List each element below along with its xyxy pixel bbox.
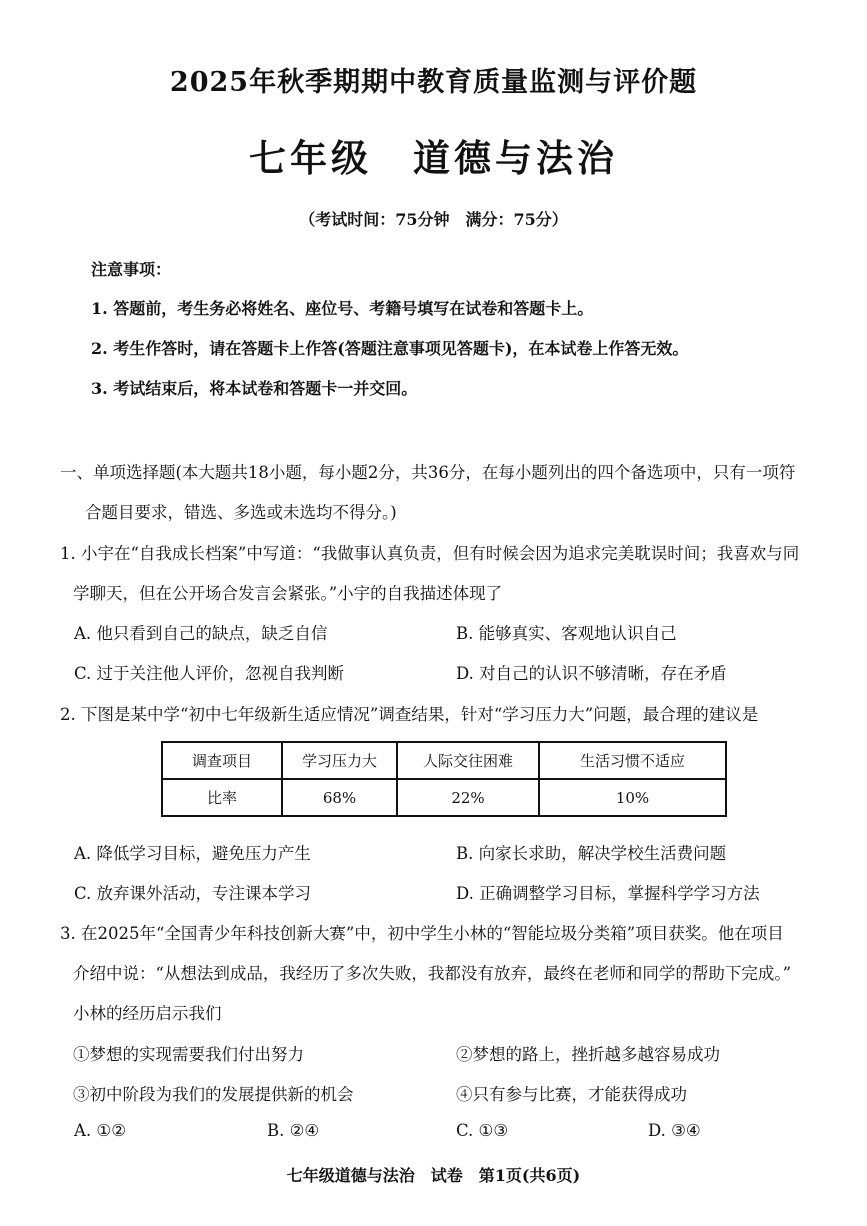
q2-option-a: A. 降低学习目标，避免压力产生 (74, 844, 311, 863)
question-1-stem: 1. 小宇在“自我成长档案”中写道：“我做事认真负责，但有时候会因为追求完美耽误时间；我喜欢与同 (60, 544, 800, 563)
q3-option-b: B. ②④ (267, 1121, 320, 1140)
table-header-row (162, 742, 726, 779)
question-3-stem: 3. 在2025年“全国青少年科技创新大赛”中，初中学生小林的“智能垃圾分类箱”项目获奖。他在项目 (60, 924, 784, 943)
q3-statement-2: ②梦想的路上，挫折越多越容易成功 (456, 1045, 720, 1064)
question-2-stem: 2. 下图是某中学“初中七年级新生适应情况”调查结果，针对“学习压力大”问题，最合理的建议是 (60, 705, 759, 724)
q1-option-d: D. 对自己的认识不够清晰，存在矛盾 (456, 664, 727, 683)
q2-option-b: B. 向家长求助，解决学校生活费问题 (456, 844, 727, 863)
question-3-stem-cont: 小林的经历启示我们 (73, 1004, 222, 1023)
q3-option-d: D. ③④ (648, 1121, 701, 1140)
table-cell: 比率 (162, 779, 282, 816)
q1-option-c: C. 过于关注他人评价，忽视自我判断 (74, 664, 345, 683)
q2-option-c: C. 放弃课外活动，专注课本学习 (74, 884, 312, 903)
table-header-cell: 人际交往困难 (397, 742, 539, 779)
question-1-stem-cont: 学聊天，但在公开场合发言会紧张。”小宇的自我描述体现了 (73, 584, 503, 603)
q3-option-a: A. ①② (74, 1121, 126, 1140)
table-cell: 68% (282, 779, 397, 816)
table-row (162, 779, 726, 816)
table-cell: 10% (539, 779, 726, 816)
q2-option-d: D. 正确调整学习目标，掌握科学学习方法 (456, 884, 760, 903)
q3-option-c: C. ①③ (456, 1121, 509, 1140)
table-header-cell: 学习压力大 (282, 742, 397, 779)
q1-option-b: B. 能够真实、客观地认识自己 (456, 624, 677, 643)
q3-statement-4: ④只有参与比赛，才能获得成功 (456, 1085, 687, 1104)
section-heading-cont: 合题目要求，错选、多选或未选均不得分。) (85, 503, 397, 522)
note-item: 2. 考生作答时，请在答题卡上作答(答题注意事项见答题卡)，在本试卷上作答无效。 (91, 339, 689, 358)
page-footer: 七年级道德与法治 试卷 第1页(共6页) (286, 1166, 581, 1185)
q3-statement-3: ③初中阶段为我们的发展提供新的机会 (73, 1085, 354, 1104)
exam-info: （考试时间：75分钟 满分：75分） (299, 210, 568, 229)
table-header-cell: 生活习惯不适应 (539, 742, 726, 779)
subject-title: 七年级 道德与法治 (249, 136, 618, 180)
note-item: 3. 考试结束后，将本试卷和答题卡一并交回。 (91, 379, 418, 398)
survey-table (161, 741, 727, 817)
section-heading: 一、单项选择题(本大题共18小题，每小题2分，共36分，在每小题列出的四个备选项中，只有一项符 (60, 463, 796, 482)
question-3-stem-cont: 介绍中说：“从想法到成品，我经历了多次失败，我都没有放弃，最终在老师和同学的帮助下完成。” (73, 964, 792, 983)
table-header-cell: 调查项目 (162, 742, 282, 779)
exam-title: 2025年秋季期期中教育质量监测与评价题 (169, 67, 698, 98)
table-cell: 22% (397, 779, 539, 816)
q3-statement-1: ①梦想的实现需要我们付出努力 (73, 1045, 304, 1064)
q1-option-a: A. 他只看到自己的缺点，缺乏自信 (74, 624, 328, 643)
note-item: 1. 答题前，考生务必将姓名、座位号、考籍号填写在试卷和答题卡上。 (91, 299, 594, 318)
notes-title: 注意事项： (91, 260, 172, 279)
